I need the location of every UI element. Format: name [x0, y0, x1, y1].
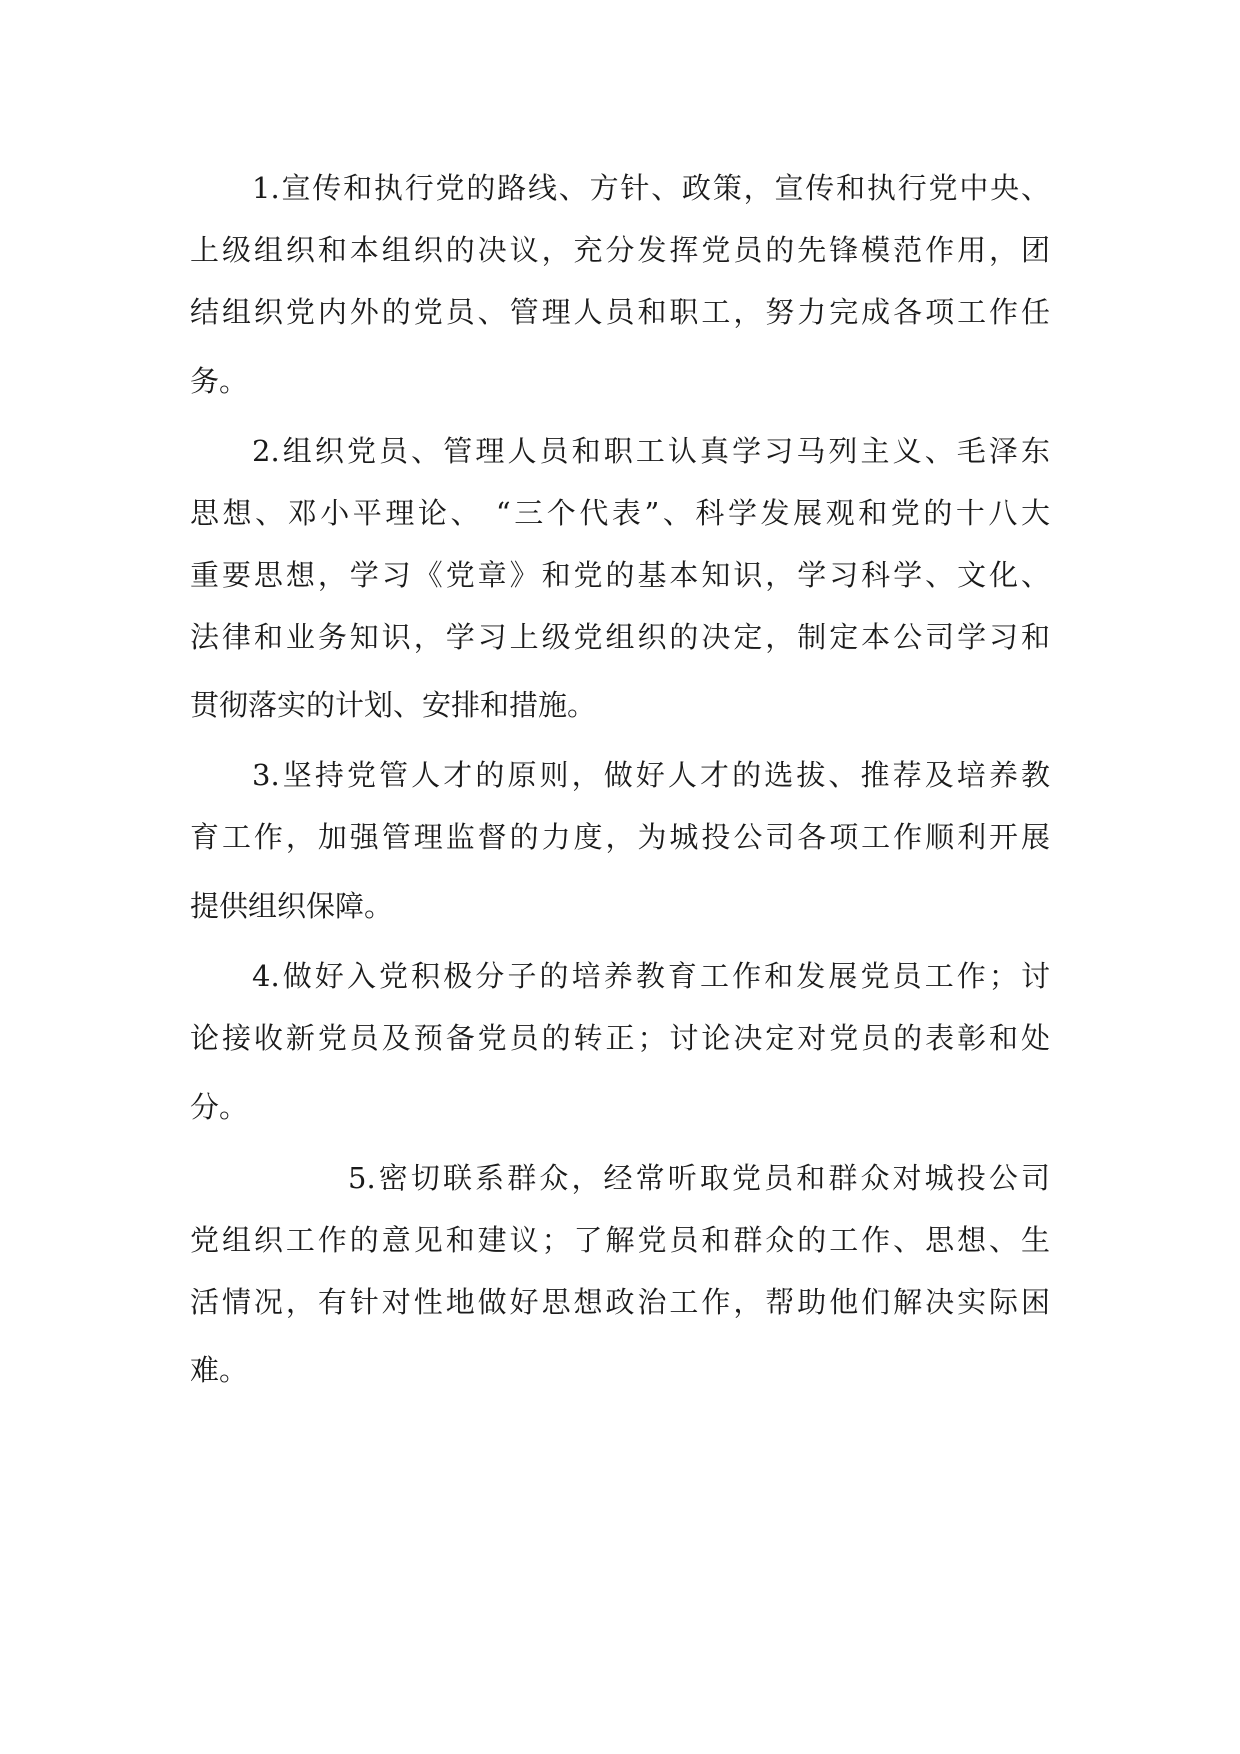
item-4-line-1: 4.做好入党积极分子的培养教育工作和发展党员工作；讨	[252, 959, 1050, 993]
item-5-line-2: 党组织工作的意见和建议；了解党员和群众的工作、思想、生	[190, 1223, 1050, 1257]
item-5-line-3: 活情况，有针对性地做好思想政治工作，帮助他们解决实际困	[190, 1285, 1050, 1319]
item-1-line-1: 1.宣传和执行党的路线、方针、政策，宣传和执行党中央、	[252, 171, 1050, 205]
item-2-line-1: 2.组织党员、管理人员和职工认真学习马列主义、毛泽东	[252, 434, 1050, 468]
item-1-line-3: 结组织党内外的党员、管理人员和职工，努力完成各项工作任	[190, 295, 1050, 329]
item-3-line-1: 3.坚持党管人才的原则，做好人才的选拔、推荐及培养教	[252, 758, 1050, 792]
item-5-line-1: 5.密切联系群众，经常听取党员和群众对城投公司	[348, 1161, 1050, 1195]
item-3-line-3: 提供组织保障。	[190, 889, 394, 923]
item-5-line-4: 难。	[190, 1353, 249, 1387]
item-4-line-3: 分。	[190, 1090, 249, 1124]
item-3-line-2: 育工作，加强管理监督的力度，为城投公司各项工作顺利开展	[190, 820, 1050, 854]
item-4-line-2: 论接收新党员及预备党员的转正；讨论决定对党员的表彰和处	[190, 1021, 1050, 1055]
item-1-line-2: 上级组织和本组织的决议，充分发挥党员的先锋模范作用，团	[190, 233, 1050, 267]
item-2-line-4: 法律和业务知识，学习上级党组织的决定，制定本公司学习和	[190, 620, 1050, 654]
item-2-line-3: 重要思想，学习《党章》和党的基本知识，学习科学、文化、	[190, 558, 1050, 592]
item-2-line-5: 贯彻落实的计划、安排和措施。	[190, 688, 597, 722]
item-2-line-2: 思想、邓小平理论、 “三个代表”、科学发展观和党的十八大	[190, 496, 1050, 530]
item-1-line-4: 务。	[190, 364, 249, 398]
